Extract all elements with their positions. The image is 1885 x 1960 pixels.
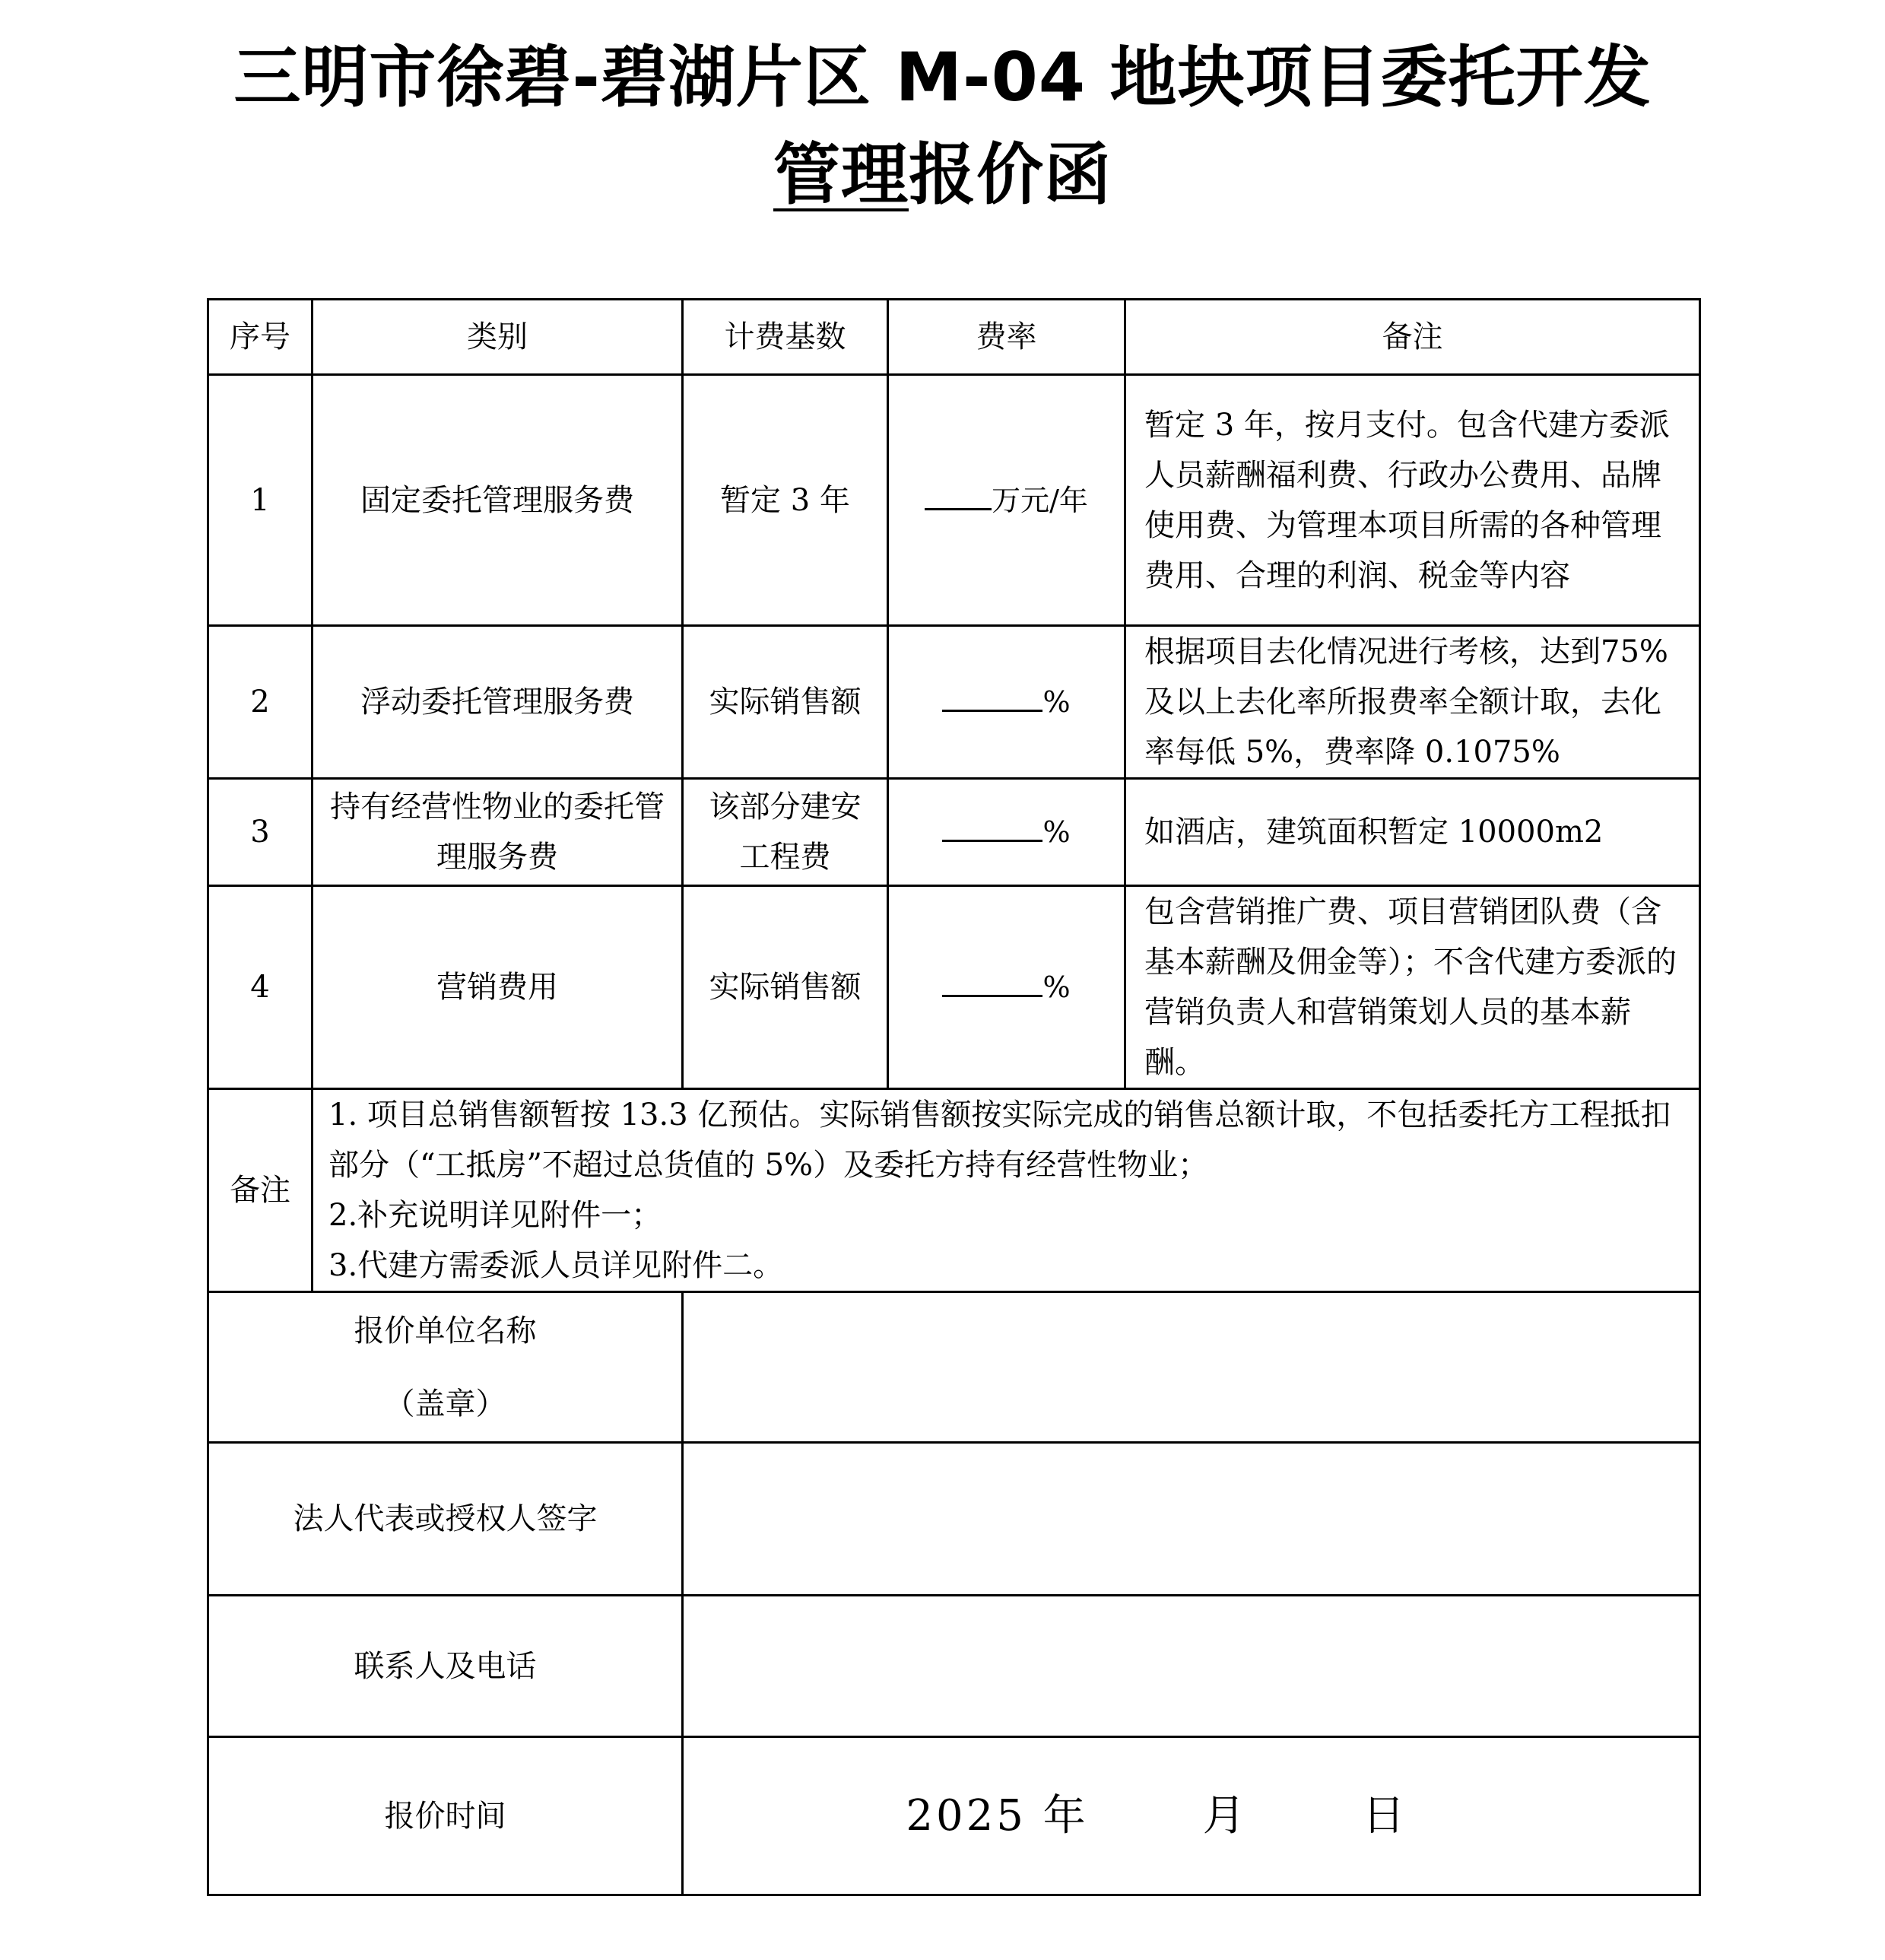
rate-unit: % [1042, 685, 1071, 719]
company-name-label: 报价单位名称 [354, 1313, 537, 1348]
row-category: 营销费用 [313, 886, 683, 1089]
table-row [208, 626, 1700, 779]
remarks-content [313, 1089, 1700, 1292]
header-base: 计费基数 [683, 300, 888, 375]
company-label [208, 1292, 683, 1443]
row-no: 1 [208, 375, 313, 626]
title-underlined-part: 管理 [773, 135, 909, 214]
row-rate[interactable] [888, 375, 1125, 626]
row-no: 2 [208, 626, 313, 779]
rate-blank[interactable] [925, 478, 992, 510]
rate-blank[interactable] [942, 679, 1042, 712]
page-title-line2 [0, 129, 1885, 221]
page-title-line1: 三明市徐碧-碧湖片区 M-04 地块项目委托开发 [233, 38, 1652, 116]
row-category: 浮动委托管理服务费 [313, 626, 683, 779]
remarks-line: 1. 项目总销售额暂按 13.3 亿预估。实际销售额按实际完成的销售总额计取，不包括委托方工程抵扣部分（“工抵房”不超过总货值的 5%）及委托方持有经营性物业； [328, 1098, 1671, 1183]
row-base: 该部分建安工程费 [683, 779, 888, 886]
row-rate[interactable] [888, 779, 1125, 886]
row-note: 根据项目去化情况进行考核，达到75%及以上去化率所报费率全额计取，去化率每低 5%，费率降 0.1075% [1125, 626, 1700, 779]
date-label: 报价时间 [208, 1737, 683, 1895]
row-base: 实际销售额 [683, 626, 888, 779]
row-note: 包含营销推广费、项目营销团队费（含基本薪酬及佣金等）；不含代建方委派的营销负责人和营销策划人员的基本薪酬。 [1125, 886, 1700, 1089]
remarks-row [208, 1089, 1700, 1292]
contact-value[interactable] [683, 1596, 1700, 1737]
signature-label: 法人代表或授权人签字 [208, 1443, 683, 1596]
signature-row [208, 1443, 1700, 1596]
signature-value[interactable] [683, 1443, 1700, 1596]
remarks-label: 备注 [208, 1089, 313, 1292]
date-year: 2025 年 [906, 1790, 1089, 1841]
header-note: 备注 [1125, 300, 1700, 375]
header-rate: 费率 [888, 300, 1125, 375]
quote-table [207, 298, 1701, 1896]
table-header-row [208, 300, 1700, 375]
date-value[interactable] [683, 1737, 1700, 1895]
row-no: 4 [208, 886, 313, 1089]
row-base: 实际销售额 [683, 886, 888, 1089]
row-base: 暂定 3 年 [683, 375, 888, 626]
company-row [208, 1292, 1700, 1443]
rate-unit: % [1042, 815, 1071, 849]
header-no: 序号 [208, 300, 313, 375]
row-category: 持有经营性物业的委托管理服务费 [313, 779, 683, 886]
table-row [208, 779, 1700, 886]
company-seal-label: （盖章） [384, 1386, 506, 1422]
title-rest-part: 报价函 [909, 135, 1112, 214]
date-row [208, 1737, 1700, 1895]
row-rate[interactable] [888, 886, 1125, 1089]
remarks-line: 2.补充说明详见附件一； [328, 1198, 662, 1233]
row-rate[interactable] [888, 626, 1125, 779]
rate-blank[interactable] [942, 964, 1042, 997]
contact-row [208, 1596, 1700, 1737]
contact-label: 联系人及电话 [208, 1596, 683, 1737]
date-month: 月 [1202, 1790, 1249, 1841]
rate-unit: % [1042, 970, 1071, 1004]
row-no: 3 [208, 779, 313, 886]
remarks-line: 3.代建方需委派人员详见附件二。 [328, 1248, 784, 1283]
table-row [208, 886, 1700, 1089]
company-value[interactable] [683, 1292, 1700, 1443]
row-category: 固定委托管理服务费 [313, 375, 683, 626]
date-day: 日 [1362, 1790, 1408, 1841]
row-note: 暂定 3 年，按月支付。包含代建方委派人员薪酬福利费、行政办公费用、品牌使用费、为管理本项目所需的各种管理费用、合理的利润、税金等内容 [1125, 375, 1700, 626]
rate-blank[interactable] [942, 809, 1042, 842]
rate-unit: 万元/年 [992, 483, 1088, 517]
row-note: 如酒店，建筑面积暂定 10000m2 [1125, 779, 1700, 886]
table-row [208, 375, 1700, 626]
header-category: 类别 [313, 300, 683, 375]
